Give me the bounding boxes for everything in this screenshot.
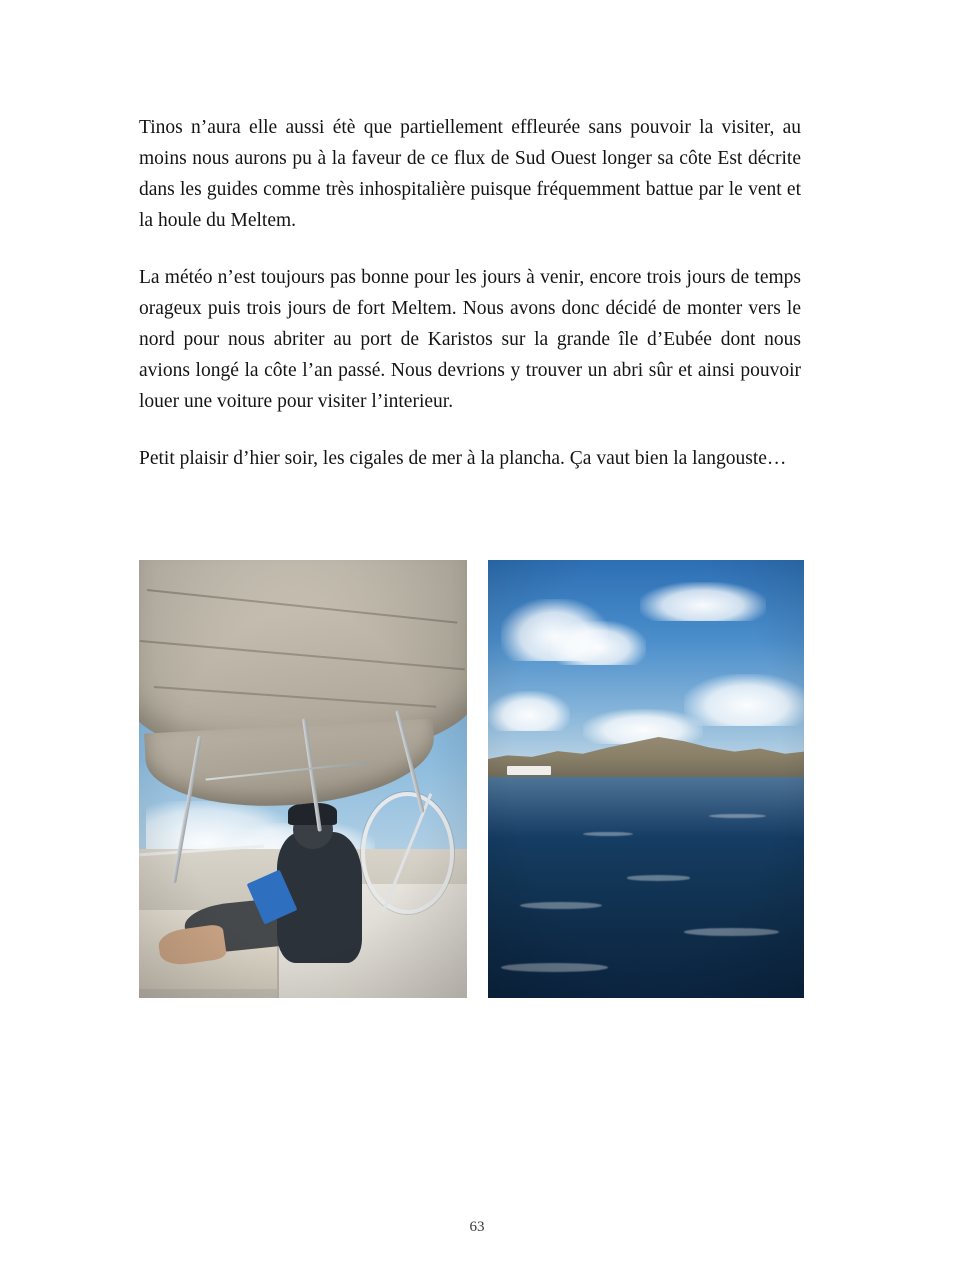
- page-number: 63: [469, 1219, 485, 1235]
- paragraph-1: Tinos n’aura elle aussi étè que partiellement effleurée sans pouvoir la visiter, au moins nous aurons pu à la faveur de ce flux de Sud Ouest longer sa côte Est décrite dans les guides comme très inhospitalière puisque fréquemment battue par le vent et la houle du Meltem.: [139, 117, 801, 231]
- figure-group: [139, 560, 804, 998]
- photo-vignette: [488, 560, 804, 998]
- photo-vignette: [139, 560, 467, 998]
- body-text: [139, 112, 801, 474]
- photo-island-coast-from-sea: [488, 560, 804, 998]
- paragraph-2: La météo n’est toujours pas bonne pour les jours à venir, encore trois jours de temps orageux puis trois jours de fort Meltem. Nous avons donc décidé de monter vers le nord pour nous abriter au port de Karistos sur la grande île d’Eubée dont nous avions longé la côte l’an passé. Nous devrions y trouver un abri sûr et ainsi pouvoir louer une voiture pour visiter l’interieur.: [139, 267, 801, 412]
- photo-cockpit-under-bimini: [139, 560, 467, 998]
- paragraph-3: Petit plaisir d’hier soir, les cigales de mer à la plancha. Ça vaut bien la langouste…: [139, 448, 787, 469]
